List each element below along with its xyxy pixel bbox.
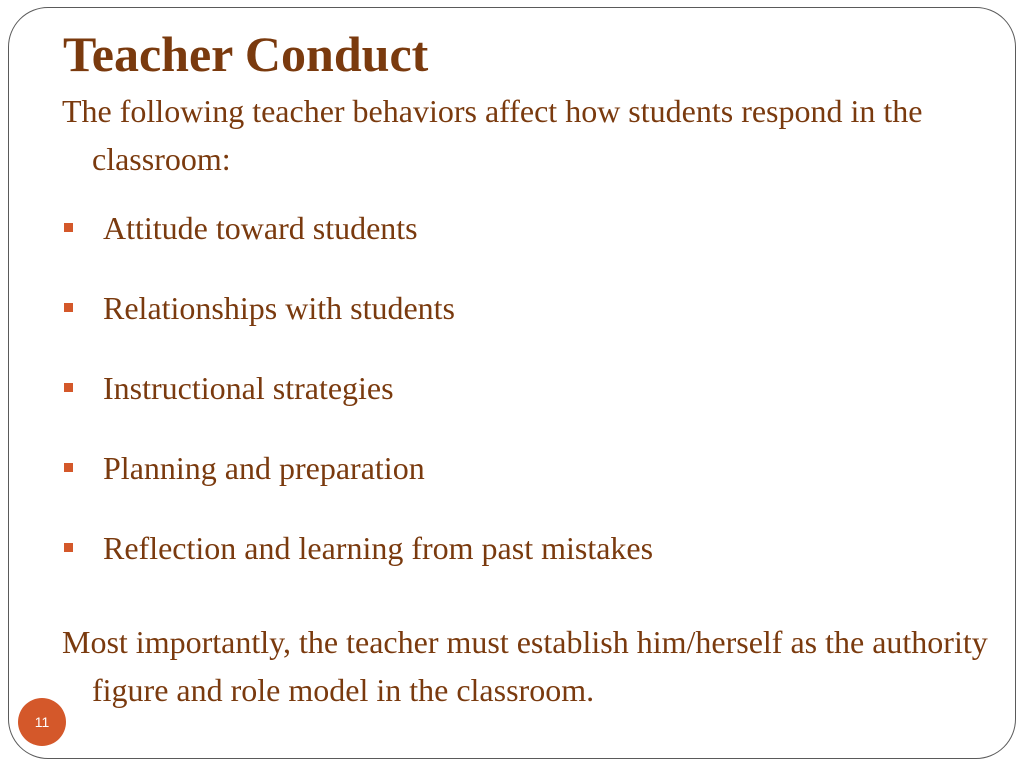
bullet-item bbox=[62, 204, 653, 284]
bullet-list bbox=[62, 204, 653, 604]
slide-title: Teacher Conduct bbox=[63, 26, 429, 82]
bullet-text: Relationships with students bbox=[103, 290, 455, 326]
square-bullet-icon bbox=[64, 223, 73, 232]
slide-number-badge: 11 bbox=[18, 698, 66, 746]
bullet-text: Planning and preparation bbox=[103, 450, 425, 486]
bullet-text: Instructional strategies bbox=[103, 370, 394, 406]
bullet-item bbox=[62, 444, 653, 524]
bullet-item bbox=[62, 524, 653, 604]
bullet-text: Reflection and learning from past mistakes bbox=[103, 530, 654, 566]
square-bullet-icon bbox=[64, 383, 73, 392]
square-bullet-icon bbox=[64, 543, 73, 552]
square-bullet-icon bbox=[64, 303, 73, 312]
closing-paragraph: Most importantly, the teacher must establish him/herself as the authority figure and role model in the classroom. bbox=[62, 624, 988, 708]
bullet-item bbox=[62, 364, 653, 444]
bullet-text: Attitude toward students bbox=[103, 210, 418, 246]
bullet-item bbox=[62, 284, 653, 364]
intro-paragraph: The following teacher behaviors affect how students respond in the classroom: bbox=[62, 93, 923, 177]
square-bullet-icon bbox=[64, 463, 73, 472]
